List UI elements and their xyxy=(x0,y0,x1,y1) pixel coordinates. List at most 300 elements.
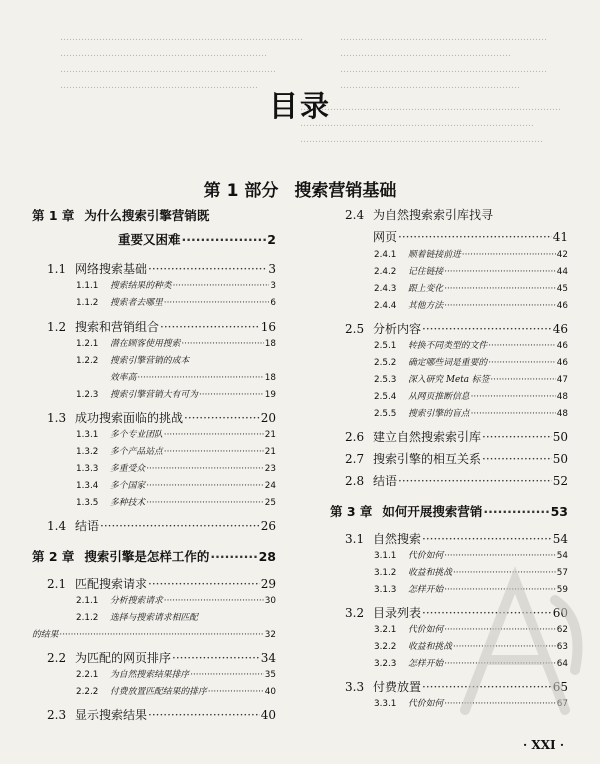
bleed-through-text: …………………………………………………………………………… …………………………………………………………………… ……………………………………………………………………… xyxy=(300,103,561,145)
dot-leader xyxy=(488,358,556,368)
toc-entry-label xyxy=(374,622,443,635)
toc-entry-title: 多种技术 xyxy=(110,498,146,508)
dot-leader xyxy=(482,430,552,444)
toc-entry-title: 分析搜索请求 xyxy=(110,596,163,606)
toc-entry-number: 1.3.2 xyxy=(76,447,99,457)
toc-entry-page: 25 xyxy=(264,498,276,508)
toc-entry-page: 32 xyxy=(264,630,276,640)
toc-subsection-entry xyxy=(374,622,568,635)
toc-entry-number: 1.1.2 xyxy=(76,298,99,308)
toc-entry-page: 20 xyxy=(260,411,276,425)
dot-leader xyxy=(422,532,552,546)
toc-entry-title: 显示搜索结果 xyxy=(75,708,148,722)
toc-entry-page: 41 xyxy=(552,230,568,244)
toc-subsection-entry xyxy=(374,264,568,277)
toc-entry-number: 3.3 xyxy=(345,680,365,694)
toc-entry-title: 搜索引擎是怎样工作的 xyxy=(84,549,210,564)
toc-entry-page: 54 xyxy=(552,532,568,546)
toc-entry-label xyxy=(76,610,198,623)
toc-entry-title: 顺着链接前进 xyxy=(408,250,461,260)
toc-entry-title: 确定哪些词是重要的 xyxy=(408,358,488,368)
toc-entry-title: 的结果 xyxy=(32,630,59,640)
toc-entry-number: 3.2.1 xyxy=(374,625,397,635)
dot-leader xyxy=(164,596,264,606)
dot-leader xyxy=(483,504,549,519)
toc-entry-page: 65 xyxy=(552,680,568,694)
toc-entry-title: 效率高 xyxy=(110,373,137,383)
toc-subsection-entry xyxy=(374,338,568,351)
toc-entry-title: 搜索引擎营销大有可为 xyxy=(110,390,198,400)
toc-entry-number: 3.1.3 xyxy=(374,585,397,595)
toc-entry-number: 2.8 xyxy=(345,474,365,488)
toc-entry-page: 46 xyxy=(556,301,568,311)
toc-entry-label xyxy=(32,206,209,224)
toc-entry-label xyxy=(374,372,489,385)
toc-entry-label xyxy=(32,627,58,640)
toc-entry-number: 第 1 章 xyxy=(32,208,75,223)
toc-entry-page: 29 xyxy=(260,577,276,591)
toc-entry-number: 2.6 xyxy=(345,430,365,444)
toc-entry-page: 52 xyxy=(552,474,568,488)
dot-leader xyxy=(453,568,556,578)
dot-leader xyxy=(398,474,552,488)
dot-leader xyxy=(453,642,556,652)
toc-entry-number: 2.2 xyxy=(47,651,67,665)
toc-subsection-entry xyxy=(76,667,276,680)
toc-entry-page: 48 xyxy=(556,392,568,402)
dot-leader xyxy=(210,549,257,564)
toc-entry-label xyxy=(374,582,443,595)
toc-entry-page: 67 xyxy=(556,699,568,709)
toc-entry-page: 2 xyxy=(267,232,276,247)
toc-entry-number: 第 2 章 xyxy=(32,549,75,564)
toc-entry-title: 从网页推断信息 xyxy=(408,392,470,402)
dot-leader xyxy=(471,392,556,402)
toc-entry-number: 第 3 章 xyxy=(330,504,373,519)
toc-entry-label xyxy=(76,278,172,291)
toc-entry-title: 潜在顾客使用搜索 xyxy=(110,339,181,349)
dot-leader xyxy=(182,232,267,247)
toc-entry-page: 60 xyxy=(552,606,568,620)
toc-entry-page: 57 xyxy=(556,568,568,578)
toc-entry-label xyxy=(47,517,99,534)
toc-entry-title: 怎样开始 xyxy=(408,585,444,595)
toc-subsection-entry xyxy=(76,610,276,623)
toc-entry-page: 26 xyxy=(260,519,276,533)
toc-entry-number: 1.2 xyxy=(47,320,67,334)
toc-entry-page: 64 xyxy=(556,659,568,669)
toc-entry-number: 1.4 xyxy=(47,519,67,533)
part-heading xyxy=(0,176,600,201)
toc-entry-number: 1.1.1 xyxy=(76,281,99,291)
toc-entry-title: 搜索引擎的相互关系 xyxy=(373,452,482,466)
dot-leader xyxy=(184,411,260,425)
toc-entry-page: 50 xyxy=(552,452,568,466)
toc-entry-number: 2.7 xyxy=(345,452,365,466)
toc-entry-title: 多个产品站点 xyxy=(110,447,163,457)
toc-entry-number: 3.1.2 xyxy=(374,568,397,578)
dot-leader xyxy=(137,373,263,383)
toc-entry-title: 深入研究 Meta 标签 xyxy=(408,375,490,385)
toc-subsection-entry xyxy=(32,627,276,640)
toc-entry-page: 47 xyxy=(556,375,568,385)
dot-leader xyxy=(444,659,556,669)
toc-entry-label xyxy=(374,355,487,368)
dot-leader xyxy=(173,281,270,291)
toc-entry-label xyxy=(345,450,481,467)
toc-section-entry xyxy=(47,318,276,335)
toc-section-entry xyxy=(47,260,276,277)
toc-subsection-entry xyxy=(374,298,568,311)
toc-entry-title: 怎样开始 xyxy=(408,659,444,669)
toc-entry-number: 3.2 xyxy=(345,606,365,620)
toc-entry-page: 35 xyxy=(264,670,276,680)
toc-entry-label xyxy=(345,206,493,223)
dot-leader xyxy=(422,322,552,336)
toc-entry-number: 2.4.4 xyxy=(374,301,397,311)
toc-section-entry xyxy=(47,706,276,723)
dot-leader xyxy=(444,301,556,311)
toc-entry-title: 成功搜索面临的挑战 xyxy=(75,411,184,425)
toc-entry-label xyxy=(374,565,452,578)
toc-entry-page: 18 xyxy=(264,339,276,349)
toc-entry-title: 收益和挑战 xyxy=(408,568,452,578)
toc-subsection-entry xyxy=(76,593,276,606)
toc-entry-page: 6 xyxy=(270,298,276,308)
dot-leader xyxy=(146,481,264,491)
dot-leader xyxy=(160,320,260,334)
toc-entry-label xyxy=(374,656,443,669)
toc-entry-title: 自然搜索 xyxy=(373,532,422,546)
toc-subsection-entry xyxy=(374,281,568,294)
toc-entry-title: 搜索者去哪里 xyxy=(110,298,163,308)
dot-leader xyxy=(148,262,267,276)
toc-entry-number: 3.1 xyxy=(345,532,365,546)
toc-entry-page: 3 xyxy=(270,281,276,291)
dot-leader xyxy=(490,375,555,385)
toc-entry-title: 为自然搜索索引库找寻 xyxy=(373,208,494,222)
toc-entry-number: 2.4.3 xyxy=(374,284,397,294)
toc-entry-number: 2.1.1 xyxy=(76,596,99,606)
toc-entry-title: 多重受众 xyxy=(110,464,146,474)
toc-entry-page: 40 xyxy=(264,687,276,697)
toc-entry-label xyxy=(76,593,163,606)
toc-entry-label xyxy=(47,649,171,666)
dot-leader xyxy=(100,519,260,533)
toc-entry-label xyxy=(345,320,421,337)
page-title: 目录 xyxy=(268,89,331,123)
toc-entry-title: 付费放置匹配结果的排序 xyxy=(110,687,207,697)
toc-entry-label xyxy=(76,478,145,491)
toc-entry-number: 1.3.4 xyxy=(76,481,99,491)
dot-leader xyxy=(164,447,264,457)
toc-entry-number: 1.2.2 xyxy=(76,356,99,366)
dot-leader xyxy=(444,267,556,277)
toc-entry-number: 2.5.5 xyxy=(374,409,397,419)
toc-entry-label xyxy=(374,338,487,351)
toc-subsection-entry xyxy=(76,427,276,440)
toc-subsection-entry xyxy=(76,461,276,474)
toc-entry-page: 40 xyxy=(260,708,276,722)
toc-entry-label xyxy=(330,502,482,520)
toc-entry-page: 44 xyxy=(556,267,568,277)
dot-leader xyxy=(59,630,263,640)
toc-section-entry xyxy=(345,604,568,621)
dot-leader xyxy=(462,250,556,260)
bleed-through-text: …………………………………………………………… ………………………………………………… …………………………………………………………… …………………………………………………… xyxy=(340,33,547,91)
toc-entry-page: 46 xyxy=(552,322,568,336)
part-name: 搜索营销基础 xyxy=(294,181,397,201)
toc-entry-title: 结语 xyxy=(373,474,398,488)
toc-entry-label xyxy=(76,444,163,457)
dot-leader xyxy=(422,680,552,694)
toc-entry-page: 19 xyxy=(264,390,276,400)
toc-subsection-entry xyxy=(374,565,568,578)
toc-entry-label xyxy=(110,370,136,383)
toc-entry-label xyxy=(374,639,452,652)
toc-entry-label xyxy=(345,428,481,445)
toc-entry-title: 为匹配的网页排序 xyxy=(75,651,172,665)
toc-entry-title: 收益和挑战 xyxy=(408,642,452,652)
toc-entry-title: 结语 xyxy=(75,519,100,533)
bleed-through-text: ……………………………………………………………………… …………………………………………………………… ……………………………………………………………… ………………………………………………………… xyxy=(60,33,303,91)
toc-entry-title: 跟上变化 xyxy=(408,284,444,294)
toc-entry-number: 3.3.1 xyxy=(374,699,397,709)
toc-section-entry xyxy=(47,649,276,666)
toc-entry-title: 搜索结果的种类 xyxy=(110,281,172,291)
dot-leader xyxy=(172,651,260,665)
toc-entry-title: 匹配搜索请求 xyxy=(75,577,148,591)
dot-leader xyxy=(164,430,264,440)
toc-entry-label xyxy=(76,295,163,308)
toc-entry-label xyxy=(76,667,189,680)
toc-entry-title: 如何开展搜索营销 xyxy=(382,504,483,519)
toc-section-entry xyxy=(47,575,276,592)
toc-entry-page: 34 xyxy=(260,651,276,665)
toc-subsection-entry xyxy=(76,387,276,400)
toc-entry-number: 1.3.5 xyxy=(76,498,99,508)
toc-entry-title: 记住链接 xyxy=(408,267,444,277)
part-label: 第 1 部分 xyxy=(203,181,279,201)
dot-leader xyxy=(482,452,552,466)
toc-subsection-entry xyxy=(76,295,276,308)
toc-chapter-entry xyxy=(330,502,568,520)
toc-subsection-entry xyxy=(374,639,568,652)
toc-subsection-entry xyxy=(76,495,276,508)
toc-entry-label xyxy=(47,575,147,592)
toc-entry-title: 搜索和营销组合 xyxy=(75,320,160,334)
toc-entry-label xyxy=(374,548,443,561)
dot-leader xyxy=(422,606,552,620)
toc-entry-label xyxy=(76,684,207,697)
toc-entry-label xyxy=(374,298,443,311)
toc-entry-title: 代价如何 xyxy=(408,551,444,561)
toc-entry-title: 多个国家 xyxy=(110,481,146,491)
dot-leader xyxy=(164,298,270,308)
toc-section-entry xyxy=(345,320,568,337)
toc-entry-number: 2.1 xyxy=(47,577,67,591)
toc-subsection-entry xyxy=(374,582,568,595)
toc-subsection-entry xyxy=(110,370,276,383)
toc-section-entry xyxy=(345,472,568,489)
toc-entry-label xyxy=(373,228,397,245)
toc-subsection-entry xyxy=(374,247,568,260)
toc-entry-label xyxy=(76,461,145,474)
toc-entry-number: 2.3 xyxy=(47,708,67,722)
toc-entry-number: 2.4.2 xyxy=(374,267,397,277)
dot-leader xyxy=(148,577,260,591)
toc-entry-title: 目录列表 xyxy=(373,606,422,620)
toc-subsection-entry xyxy=(76,278,276,291)
toc-section-entry xyxy=(345,206,568,223)
toc-entry-label xyxy=(345,530,421,547)
toc-entry-number: 2.5.1 xyxy=(374,341,397,351)
toc-entry-label xyxy=(374,696,443,709)
toc-entry-title: 网页 xyxy=(373,230,398,244)
toc-entry-title: 付费放置 xyxy=(373,680,422,694)
toc-entry-label xyxy=(76,353,189,366)
dot-leader xyxy=(208,687,264,697)
dot-leader xyxy=(199,390,264,400)
toc-entry-label xyxy=(76,387,198,400)
toc-entry-page: 48 xyxy=(556,409,568,419)
toc-entry-page: 54 xyxy=(556,551,568,561)
dot-leader xyxy=(444,284,556,294)
toc-entry-page: 59 xyxy=(556,585,568,595)
toc-entry-label xyxy=(76,336,180,349)
toc-entry-page: 42 xyxy=(556,250,568,260)
toc-entry-number: 1.2.3 xyxy=(76,390,99,400)
toc-entry-page: 24 xyxy=(264,481,276,491)
toc-entry-page: 50 xyxy=(552,430,568,444)
toc-entry-title: 建立自然搜索索引库 xyxy=(373,430,482,444)
toc-entry-number: 2.5 xyxy=(345,322,365,336)
toc-entry-title: 其他方法 xyxy=(408,301,444,311)
toc-entry-label xyxy=(374,281,443,294)
toc-subsection-entry xyxy=(374,656,568,669)
toc-entry-title: 网络搜索基础 xyxy=(75,262,148,276)
toc-entry-title: 搜索引擎营销的成本 xyxy=(110,356,190,366)
toc-entry-title: 搜索引擎的盲点 xyxy=(408,409,470,419)
dot-leader xyxy=(190,670,264,680)
toc-subsection-entry xyxy=(374,696,568,709)
dot-leader xyxy=(146,498,264,508)
toc-subsection-entry xyxy=(374,355,568,368)
toc-entry-number: 1.3 xyxy=(47,411,67,425)
toc-section-entry xyxy=(345,428,568,445)
toc-section-entry xyxy=(47,517,276,534)
toc-entry-label xyxy=(374,406,470,419)
toc-entry-page: 53 xyxy=(550,504,568,519)
toc-chapter-entry xyxy=(32,206,276,224)
toc-entry-label xyxy=(32,547,209,565)
toc-entry-page: 18 xyxy=(264,373,276,383)
toc-subsection-entry xyxy=(374,389,568,402)
toc-section-entry xyxy=(47,409,276,426)
toc-subsection-entry xyxy=(374,406,568,419)
dot-leader xyxy=(398,230,552,244)
toc-entry-number: 3.1.1 xyxy=(374,551,397,561)
toc-entry-title: 多个专业团队 xyxy=(110,430,163,440)
toc-entry-number: 2.4 xyxy=(345,208,365,222)
toc-entry-number: 2.1.2 xyxy=(76,613,99,623)
toc-entry-label xyxy=(345,678,421,695)
toc-subsection-entry xyxy=(374,548,568,561)
toc-subsection-entry xyxy=(76,353,276,366)
toc-entry-page: 16 xyxy=(260,320,276,334)
toc-entry-title: 为什么搜索引擎营销既 xyxy=(84,208,210,223)
dot-leader xyxy=(148,708,260,722)
dot-leader xyxy=(444,699,556,709)
toc-entry-title: 选择与搜索请求相匹配 xyxy=(110,613,198,623)
toc-entry-title: 代价如何 xyxy=(408,625,444,635)
toc-entry-page: 63 xyxy=(556,642,568,652)
toc-entry-page: 3 xyxy=(268,262,276,276)
dot-leader xyxy=(444,551,556,561)
toc-entry-label xyxy=(374,264,443,277)
toc-chapter-entry xyxy=(32,547,276,565)
toc-entry-page: 21 xyxy=(264,447,276,457)
toc-entry-label xyxy=(76,495,145,508)
toc-entry-label xyxy=(47,409,183,426)
toc-entry-label xyxy=(47,706,147,723)
toc-entry-number: 2.4.1 xyxy=(374,250,397,260)
toc-entry-page: 46 xyxy=(556,358,568,368)
dot-leader xyxy=(444,625,556,635)
toc-entry-label xyxy=(47,260,147,277)
toc-chapter-entry xyxy=(118,230,276,248)
dot-leader xyxy=(181,339,263,349)
toc-entry-number: 2.5.3 xyxy=(374,375,397,385)
toc-entry-page: 62 xyxy=(556,625,568,635)
dot-leader xyxy=(444,585,556,595)
toc-subsection-entry xyxy=(374,372,568,385)
toc-subsection-entry xyxy=(76,478,276,491)
toc-entry-page: 30 xyxy=(264,596,276,606)
toc-entry-label xyxy=(76,427,163,440)
toc-entry-title: 为自然搜索结果排序 xyxy=(110,670,190,680)
toc-entry-page: 23 xyxy=(264,464,276,474)
toc-entry-title: 重要又困难 xyxy=(118,232,181,247)
toc-entry-number: 3.2.2 xyxy=(374,642,397,652)
dot-leader xyxy=(146,464,264,474)
toc-entry-number: 2.2.1 xyxy=(76,670,99,680)
toc-entry-page: 21 xyxy=(264,430,276,440)
toc-entry-number: 2.5.2 xyxy=(374,358,397,368)
toc-section-entry xyxy=(345,678,568,695)
toc-entry-title: 转换不同类型的文件 xyxy=(408,341,488,351)
toc-section-entry xyxy=(345,530,568,547)
toc-entry-page: 28 xyxy=(258,549,276,564)
toc-entry-label xyxy=(118,230,181,248)
toc-entry-label xyxy=(47,318,159,335)
toc-entry-title: 分析内容 xyxy=(373,322,422,336)
dot-leader xyxy=(488,341,556,351)
toc-entry-number: 2.5.4 xyxy=(374,392,397,402)
toc-entry-number: 1.3.3 xyxy=(76,464,99,474)
toc-entry-number: 3.2.3 xyxy=(374,659,397,669)
toc-entry-page: 46 xyxy=(556,341,568,351)
toc-subsection-entry xyxy=(76,444,276,457)
toc-section-entry xyxy=(373,228,568,245)
toc-entry-label xyxy=(374,247,461,260)
toc-subsection-entry xyxy=(76,336,276,349)
toc-subsection-entry xyxy=(76,684,276,697)
toc-entry-label xyxy=(374,389,470,402)
toc-entry-label xyxy=(345,604,421,621)
toc-section-entry xyxy=(345,450,568,467)
toc-entry-number: 2.2.2 xyxy=(76,687,99,697)
